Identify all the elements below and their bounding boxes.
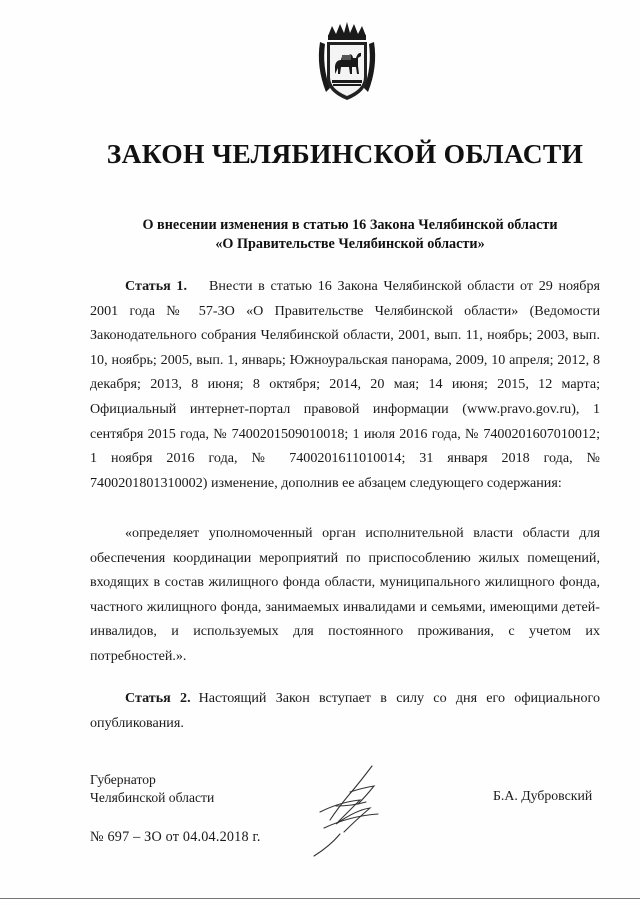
handwritten-signature-icon	[300, 762, 400, 860]
law-title: ЗАКОН ЧЕЛЯБИНСКОЙ ОБЛАСТИ	[106, 138, 584, 169]
signatory-name: Б.А. Дубровский	[493, 788, 593, 803]
coat-of-arms-icon	[316, 22, 378, 104]
article-1-quote: «определяет уполномоченный орган исполнительной власти области для обеспечения координации мероприятий по приспособлению жилых помещений, входящих в состав жилищного фонда области, муниципального жилищного фонда, частного жилищного фонда, занимаемых инвалидами и семьями, имеющими детей-инвалидов, и используемых для постоянного проживания, с учетом их потребностей.».	[90, 525, 600, 664]
signatory-position-line1: Губернатор	[90, 772, 156, 787]
law-number-and-date: № 697 – ЗО от 04.04.2018 г.	[90, 829, 261, 845]
article-2-text: Настоящий Закон вступает в силу со дня его официального опубликования.	[90, 690, 600, 731]
law-subtitle-line1: О внесении изменения в статью 16 Закона Челябинской области	[142, 217, 558, 233]
article-1-label: Статья 1.	[125, 278, 188, 294]
law-subtitle-line2: «О Правительстве Челябинской области»	[215, 236, 485, 252]
article-1-paragraph	[90, 274, 600, 495]
signatory-position-line2: Челябинской области	[90, 790, 215, 805]
signatory-position	[90, 771, 214, 807]
page-bottom-rule	[0, 898, 640, 899]
article-2-paragraph	[90, 686, 600, 735]
article-2-label: Статья 2.	[125, 690, 191, 706]
article-1-text: Внести в статью 16 Закона Челябинской области от 29 ноября 2001 года № 57-ЗО «О Правительстве Челябинской области» (Ведомости Законодательного собрания Челябинской области, 2001, вып. 11, ноябрь; 2003, вып. 10, ноябрь; 2005, вып. 1, январь; Южноуральская панорама, 2009, 10 апреля; 2012, 8 декабря; 2013, 8 июня; 8 октября; 2014, 20 мая; 14 июня; 2015, 12 марта; Официальный интернет-портал правовой информации (www.pravo.gov.ru), 1 сентября 2015 года, № 7400201509010018; 1 июля 2016 года, № 7400201607010012; 1 ноября 2016 года, № 7400201611010014; 31 января 2018 года, № 7400201801310002) изменение, дополнив ее абзацем следующего содержания:	[90, 278, 600, 491]
